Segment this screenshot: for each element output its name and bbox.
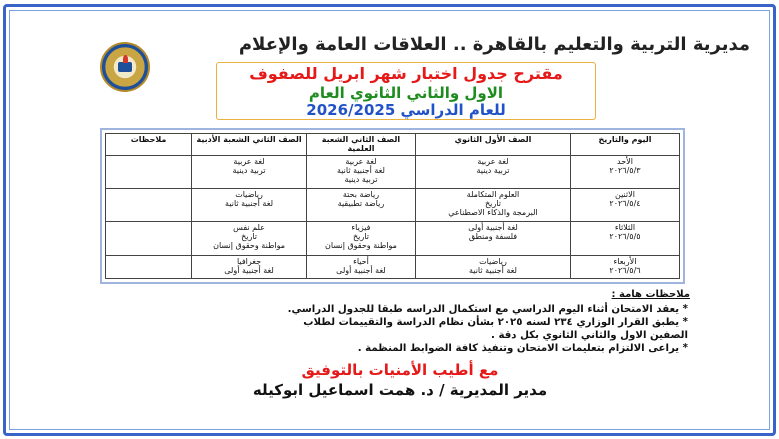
- title-line-3: للعام الدراسي 2026/2025: [306, 101, 506, 119]
- cell-notes: [106, 255, 192, 278]
- cell-day: الأربعاء ٢٠٢٦/٥/٦: [570, 255, 679, 278]
- table-row: [106, 222, 680, 255]
- page-title: مديرية التربية والتعليم بالقاهرة .. العلاقات العامة والإعلام: [238, 34, 750, 55]
- cell-science: رياضة بحتة رياضة تطبيقية: [306, 189, 415, 222]
- cell-notes: [106, 222, 192, 255]
- cell-day: الاثنين ٢٠٢٦/٥/٤: [570, 189, 679, 222]
- cell-day: الثلاثاء ٢٠٢٦/٥/٥: [570, 222, 679, 255]
- cell-science: أحياء لغة أجنبية أولى: [306, 255, 415, 278]
- cell-day: الأحد ٢٠٢٦/٥/٣: [570, 156, 679, 189]
- note-item: * يراعى الالتزام بتعليمات الامتحان وتنفيذ كافة الضوابط المنظمة .: [357, 343, 688, 354]
- notes-heading: ملاحظات هامة :: [611, 289, 690, 300]
- header-first-secondary: الصف الأول الثانوي: [415, 134, 570, 156]
- closing-wishes: مع أطيب الأمنيات بالتوفيق: [301, 361, 499, 379]
- flame-icon: [123, 55, 128, 63]
- title-line-1: مقترح جدول اختبار شهر ابريل للصفوف: [249, 64, 563, 83]
- cell-notes: [106, 189, 192, 222]
- title-line-2: الاول والثاني الثانوي العام: [308, 84, 504, 102]
- exam-schedule-table-wrap: [100, 128, 685, 284]
- notes-list: [100, 303, 688, 355]
- exam-schedule-table: [105, 133, 680, 279]
- table-row: [106, 255, 680, 278]
- header-second-science: الصف الثاني الشعبة العلمية: [306, 134, 415, 156]
- header-second-literary: الصف الثاني الشعبة الأدبية: [192, 134, 307, 156]
- table-row: [106, 189, 680, 222]
- cell-science: لغة عربية لغة أجنبية ثانية تربية دينية: [306, 156, 415, 189]
- book-icon: [118, 62, 132, 72]
- cell-first: لغة عربية تربية دينية: [415, 156, 570, 189]
- note-item: * يطبق القرار الوزاري ٢٣٤ لسنه ٢٠٢٥ بشأن نظام الدراسة والتقييمات لطلاب: [303, 317, 688, 328]
- note-item: * يعقد الامتحان أثناء اليوم الدراسي مع استكمال الدراسه طبقا للجدول الدراسي.: [287, 304, 688, 315]
- cell-literary: لغة عربية تربية دينية: [192, 156, 307, 189]
- director-signature: مدير المديرية / د. همت اسماعيل ابوكيله: [252, 381, 548, 399]
- cell-notes: [106, 156, 192, 189]
- header-day: اليوم والتاريخ: [570, 134, 679, 156]
- note-item: الصفين الاول والثاني الثانوي بكل دقة .: [491, 330, 688, 341]
- table-header-row: [106, 134, 680, 156]
- cell-literary: علم نفس تاريخ مواطنة وحقوق إنسان: [192, 222, 307, 255]
- directorate-emblem-icon: [100, 42, 150, 92]
- cell-literary: جغرافيا لغة أجنبية أولى: [192, 255, 307, 278]
- table-row: [106, 156, 680, 189]
- header-notes: ملاحظات: [106, 134, 192, 156]
- cell-first: رياضيات لغة أجنبية ثانية: [415, 255, 570, 278]
- cell-literary: رياضيات لغة أجنبية ثانية: [192, 189, 307, 222]
- cell-science: فيزياء تاريخ مواطنة وحقوق إنسان: [306, 222, 415, 255]
- cell-first: لغة أجنبية أولى فلسفة ومنطق: [415, 222, 570, 255]
- cell-first: العلوم المتكاملة تاريخ البرمجة والذكاء الاصطناعي: [415, 189, 570, 222]
